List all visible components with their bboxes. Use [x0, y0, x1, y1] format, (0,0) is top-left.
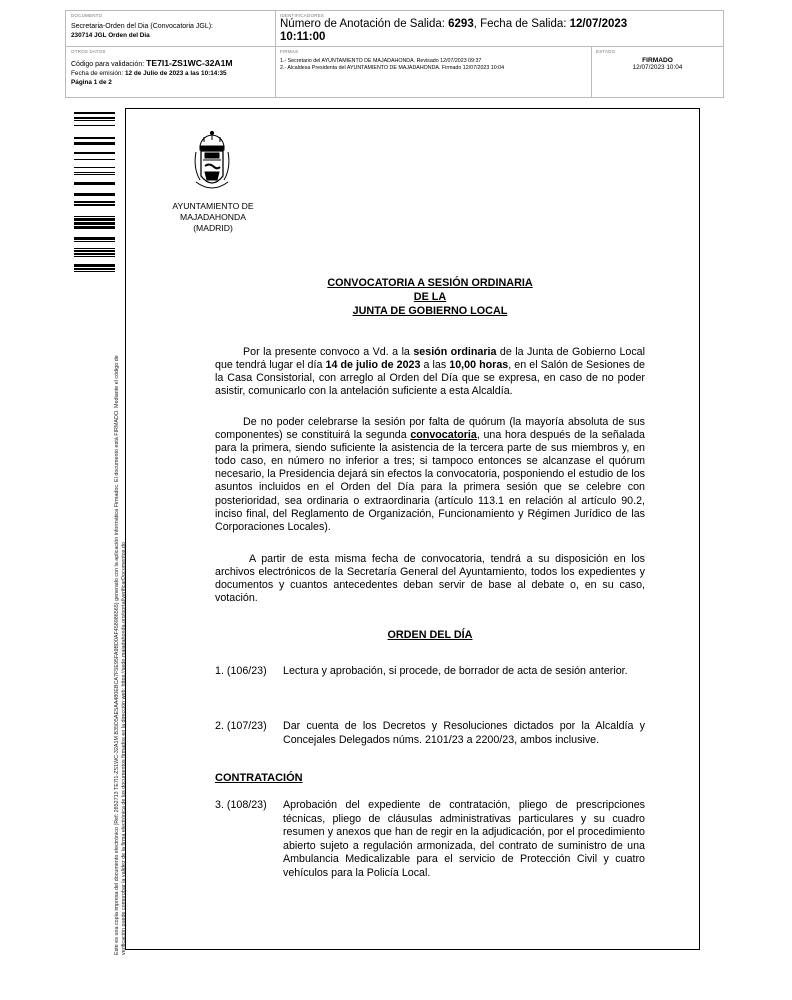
- codigo-label: Código para validación:: [71, 61, 147, 68]
- agenda-item: [215, 665, 645, 679]
- ayto-line1: AYUNTAMIENTO DE: [172, 201, 254, 211]
- documento-cell: [66, 11, 276, 47]
- estado-value: FIRMADO: [642, 57, 673, 64]
- anotacion-mid: , Fecha de Salida:: [473, 18, 570, 30]
- estado-cell: [592, 47, 723, 97]
- title-line2: DE LA: [413, 291, 447, 303]
- identificadores-caption: IDENTIFICADORES: [280, 13, 325, 18]
- p1-b2: 14 de julio de 2023: [325, 359, 421, 372]
- document-title: [215, 276, 645, 318]
- side-note-line1: Este es una copia impresa del documento electrónico (Ref: 2852713 TE7I1-ZS1WC-32A1M B35D5AE5AA480EBCA7F5E95FA9BD0AF458986565) generado con la aplicación informática Firmadoc. El documento está FIRMADO. Mediante el código de: [114, 355, 120, 955]
- identificadores-cell: [276, 11, 723, 47]
- agenda-item-text: Lectura y aprobación, si procede, de borrador de acta de sesión anterior.: [283, 665, 628, 677]
- agenda-item-text: Aprobación del expediente de contratación, pliego de prescripciones técnicas, pliego de cláusulas administrativas particulares y su cuadro resumen y anexos que han de regir en la adjudicación, por el procedimiento abierto sujeto a regulación armonizada, del contrato de suministro de una Ambulancia Medicalizable para el servicio de Protección Civil y cuatro vehículos para la Policía Local.: [283, 799, 645, 879]
- firma-1: 1.- Secretario del AYUNTAMIENTO DE MAJADAHONDA. Revisado 12/07/2023 09:37: [280, 58, 482, 64]
- p2-t1: De no poder celebrarse la sesión por falta de quórum (la mayoría absoluta de sus componentes) se constituirá la segunda: [215, 416, 645, 442]
- documento-caption: DOCUMENTO: [71, 13, 103, 18]
- coat-of-arms-icon: [190, 130, 234, 196]
- agenda-item: [215, 799, 645, 880]
- contratacion-heading: CONTRATACIÓN: [215, 772, 303, 784]
- p2-t2: , una hora después de la señalada para la primera, siendo suficiente la asistencia de la tercera parte de sus miembros y, en todo caso, en número no inferior a tres; si tampoco entonces se alcanzase el quórum necesario, la Presidencia dejará sin efectos la convocatoria, posponiendo el estudio de los asuntos incluidos en el Orden del Día para la primera sesión que se celebre con posterioridad, sea ordinaria o extraordinaria (artículo 113.1 en relación al artículo 90.2, inciso final, del Reglamento de Organización, Funcionamiento y Régimen Jurídico de las Corporaciones Locales).: [215, 429, 645, 533]
- emision-value: 12 de Julio de 2023 a las 10:14:35: [125, 70, 227, 77]
- barcode-icon: [74, 112, 115, 276]
- paragraph-disposicion: A partir de esta misma fecha de convocatoria, tendrá a su disposición en los archivos electrónicos de la Secretaría General del Ayuntamiento, todos los expedientes y documentos y cuantos antecedentes deban servir de base al debate o, en su caso, votación.: [215, 553, 645, 605]
- emision-label: Fecha de emisión:: [71, 70, 125, 77]
- codigo-value: TE7I1-ZS1WC-32A1M: [146, 58, 233, 68]
- anotacion-salida: [280, 18, 719, 44]
- paragraph-convocatoria: [215, 346, 645, 398]
- anotacion-prefix: Número de Anotación de Salida:: [280, 18, 449, 30]
- paragraph-quorum: [215, 416, 645, 534]
- p1-t4: , en el Salón de Sesiones de la Casa Consistorial, con arreglo al Orden del Día que se expresa, en caso de no poder asistir, comunicarlo con la antelación suficiente a esta Alcaldía.: [215, 359, 645, 398]
- firmas-caption: FIRMAS: [280, 49, 299, 54]
- estado-caption: ESTADO: [596, 49, 616, 54]
- side-note-line2: verificación puede comprobar la validez de la firma electrónica de los documentos firmados en la dirección web: https://sede.majadahonda.org/portal/verificarDocumentos.do: [121, 542, 127, 955]
- agenda-item-number: 1. (106/23): [215, 665, 267, 677]
- firmas-cell: [276, 47, 592, 97]
- codigo-validacion: [71, 59, 270, 69]
- p2-b1: convocatoria: [410, 429, 477, 442]
- otros-caption: OTROS DATOS: [71, 49, 106, 54]
- documento-line1: Secretaria-Orden del Dia (Convocatoria JGL):: [71, 23, 214, 30]
- agenda-item-number: 3. (108/23): [215, 799, 267, 811]
- p1-b1: sesión ordinaria: [413, 346, 497, 358]
- agenda-item: [215, 720, 645, 747]
- otros-datos-cell: [66, 47, 276, 97]
- title-line1: CONVOCATORIA A SESIÓN ORDINARIA: [327, 277, 533, 289]
- anotacion-fecha: 12/07/2023: [569, 18, 628, 30]
- title-line3: JUNTA DE GOBIERNO LOCAL: [352, 305, 508, 317]
- anotacion-num: 6293: [448, 18, 474, 30]
- agenda-item-text: Dar cuenta de los Decretos y Resoluciones dictados por la Alcaldía y Concejales Delegados núms. 2101/23 a 2200/23, ambos inclusive.: [283, 720, 645, 746]
- p1-t1: Por la presente convoco a Vd. a la: [243, 346, 414, 358]
- firma-2: 2.- Alcaldesa Presidenta del AYUNTAMIENTO DE MAJADAHONDA. Firmado 12/07/2023 10:04: [280, 65, 505, 71]
- document-header: [65, 10, 724, 98]
- p1-b3: 10,00 horas: [449, 359, 509, 372]
- documento-line2: 230714 JGL Orden del Dia: [71, 32, 150, 39]
- agenda-item-number: 2. (107/23): [215, 720, 267, 732]
- estado-fecha: 12/07/2023 10:04: [632, 64, 683, 71]
- ayto-line2: MAJADAHONDA: [180, 212, 246, 222]
- p1-t3: a las: [420, 359, 450, 372]
- ayto-line3: (MADRID): [193, 223, 233, 233]
- fecha-emision: [71, 69, 270, 78]
- orden-del-dia-title: ORDEN DEL DÍA: [387, 629, 473, 641]
- anotacion-hora: 10:11:00: [280, 31, 326, 43]
- pagina-number: Página 1 de 2: [71, 79, 112, 86]
- p1-t2: de la Junta de Gobierno Local que tendrá lugar el día: [215, 346, 645, 372]
- ayuntamiento-label: [150, 201, 276, 234]
